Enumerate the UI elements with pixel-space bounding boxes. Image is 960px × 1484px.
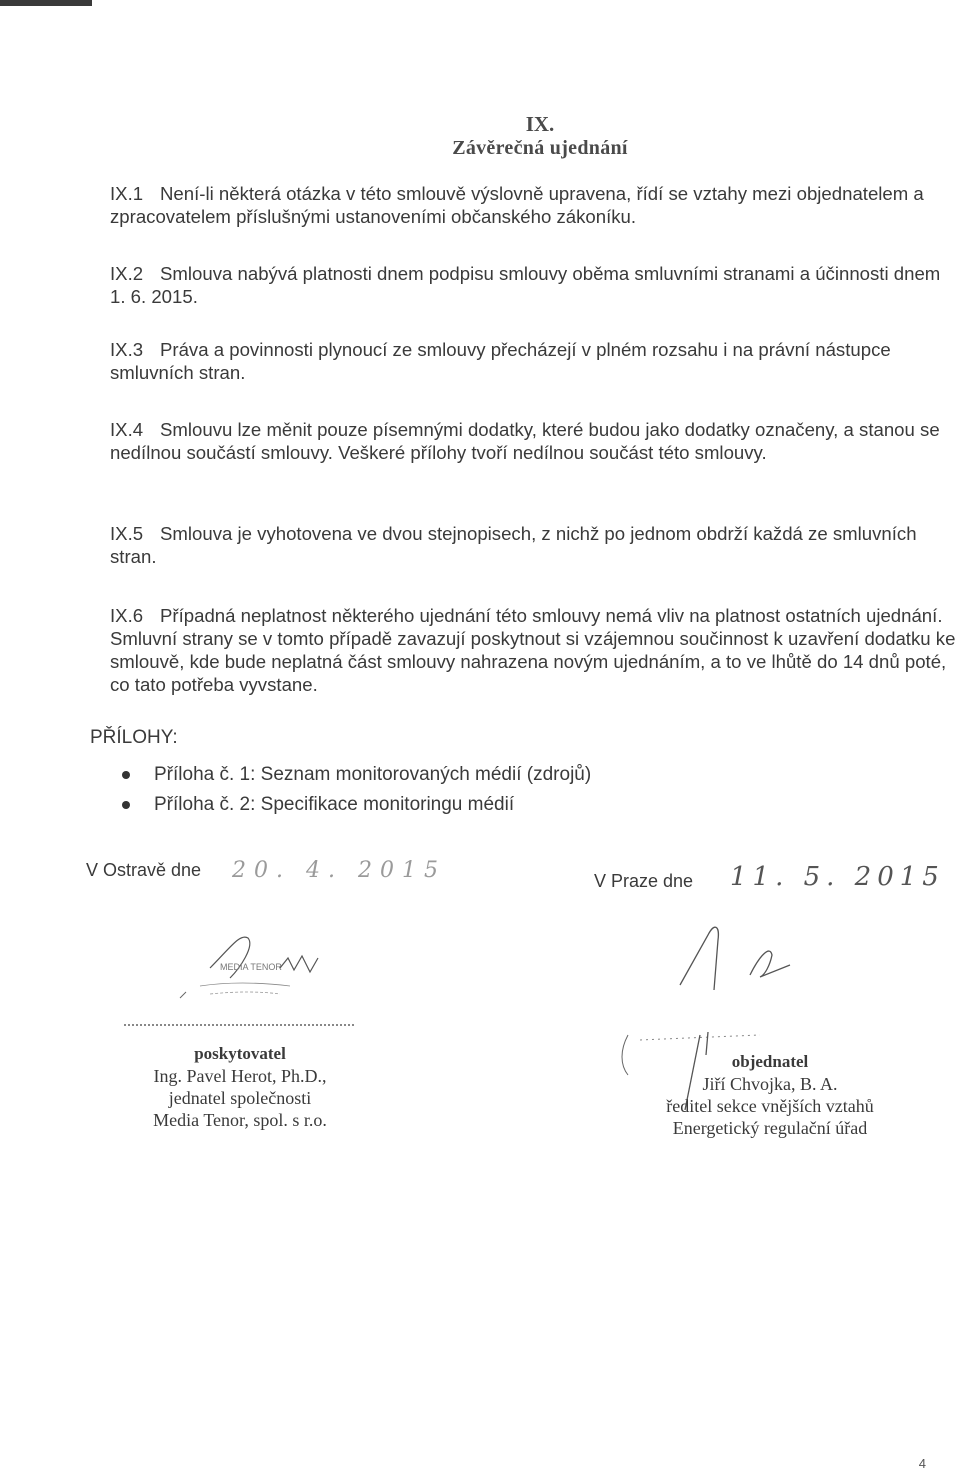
- section-number: IX.: [525, 112, 555, 136]
- place-left: V Ostravě dne: [86, 860, 202, 880]
- signer-role: objednatel: [731, 1052, 809, 1071]
- handwritten-date-right: 11. 5. 2015: [730, 862, 945, 892]
- clause-2: [110, 262, 956, 308]
- attachment-label: Příloha č. 2: Specifikace monitoringu médií: [154, 794, 515, 815]
- signer-company: Energetický regulační úřad: [672, 1118, 868, 1138]
- clause-text: Smlouva nabývá platnosti dnem podpisu smlouvy oběma smluvními stranami a účinnosti dnem 1. 6. 2015.: [110, 263, 941, 307]
- clause-number: IX.1: [110, 183, 144, 204]
- handwritten-date-left: 20. 4. 2015: [232, 858, 446, 883]
- list-item: [122, 760, 591, 790]
- clause-1: [110, 182, 956, 228]
- clause-number: IX.3: [110, 339, 144, 360]
- list-item: [122, 790, 591, 820]
- clause-5: [110, 522, 956, 568]
- clause-4: [110, 418, 956, 464]
- clause-number: IX.6: [110, 605, 144, 626]
- clause-3: [110, 338, 956, 384]
- clause-text: Práva a povinnosti plynoucí ze smlouvy přecházejí v plném rozsahu i na právní nástupce smluvních stran.: [110, 339, 891, 383]
- signer-company: Media Tenor, spol. s r.o.: [153, 1110, 327, 1130]
- company-stamp-signature: [170, 928, 360, 1008]
- signature-scribble-top: [670, 905, 820, 995]
- clause-text: Případná neplatnost některého ujednání této smlouvy nemá vliv na platnost ostatních ujednání. Smluvní strany se v tomto případě zavazují poskytnout si vzájemnou součinnost k uzavření dodatku ke smlouvě, kde bude neplatná část smlouvy nahrazena novým ujednáním, a to ve lhůtě do 14 dnů poté, co tato potřeba vyvstane.: [110, 605, 956, 695]
- stamp-text: MEDIA TENOR: [220, 962, 282, 972]
- attachment-label: Příloha č. 1: Seznam monitorovaných médií (zdrojů): [154, 764, 592, 785]
- bullet-icon: [122, 801, 130, 809]
- clause-6: [110, 604, 956, 696]
- signer-name: Ing. Pavel Herot, Ph.D.,: [153, 1066, 327, 1086]
- signature-line: [124, 1024, 354, 1026]
- attachments-heading: PŘÍLOHY:: [90, 727, 178, 748]
- bullet-icon: [122, 771, 130, 779]
- section-title: Závěrečná ujednání: [452, 137, 628, 159]
- attachments-list: [122, 760, 591, 820]
- signer-position: jednatel společnosti: [168, 1088, 312, 1108]
- signer-name: Jiří Chvojka, B. A.: [702, 1074, 838, 1094]
- signer-role: poskytovatel: [194, 1044, 286, 1063]
- clause-number: IX.2: [110, 263, 144, 284]
- scan-edge-mark: [0, 0, 92, 6]
- clause-text: Smlouva je vyhotovena ve dvou stejnopisech, z nichž po jednom obdrží každá ze smluvních stran.: [110, 523, 917, 567]
- page-number: 4: [918, 1456, 926, 1471]
- clause-number: IX.4: [110, 419, 144, 440]
- signer-block-provider: [110, 1043, 370, 1131]
- clause-number: IX.5: [110, 523, 144, 544]
- signer-block-client: [620, 1051, 920, 1139]
- clause-text: Smlouvu lze měnit pouze písemnými dodatky, které budou jako dodatky označeny, a stanou se nedílnou součástí smlouvy. Veškeré přílohy tvoří nedílnou součást této smlouvy.: [110, 419, 940, 463]
- clause-text: Není-li některá otázka v této smlouvě výslovně upravena, řídí se vztahy mezi objednatelem a zpracovatelem příslušnými ustanoveními občanského zákoníku.: [110, 183, 924, 227]
- signer-position: ředitel sekce vnějších vztahů: [666, 1096, 874, 1116]
- place-right: V Praze dne: [594, 871, 694, 891]
